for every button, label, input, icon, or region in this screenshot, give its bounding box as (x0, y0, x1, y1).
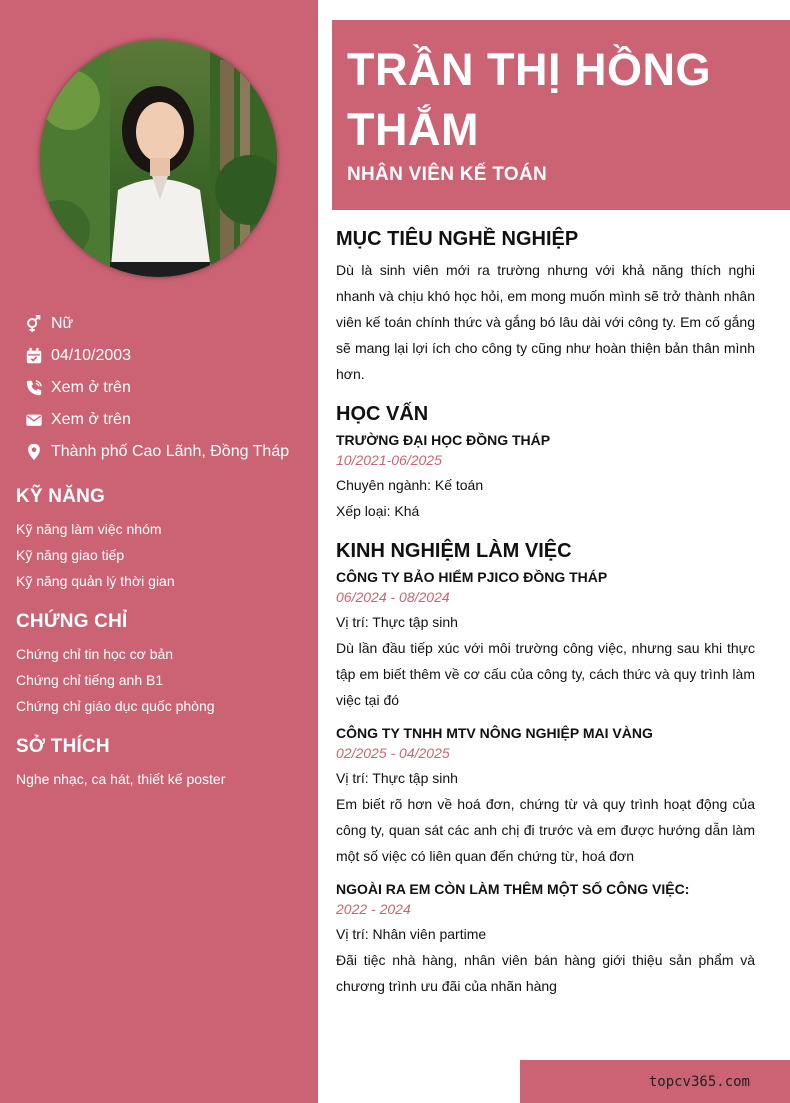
hobby-item: Nghe nhạc, ca hát, thiết kế poster (16, 771, 226, 787)
job-description: Em biết rõ hơn về hoá đơn, chứng từ và quy trình hoạt động của công ty, quan sát các anh chị đi trước và em được hướng dẫn làm một số việc có liên quan đến chứng từ, hoá đơn (336, 796, 755, 864)
skill-item: Kỹ năng giao tiếp (16, 547, 125, 563)
mail-icon (24, 410, 44, 430)
hobbies-title: SỞ THÍCH (16, 736, 110, 757)
experience-title: KINH NGHIỆM LÀM VIỆC (336, 540, 572, 562)
job-period: 2022 - 2024 (336, 901, 411, 917)
job-entry (336, 881, 755, 999)
calendar-icon (24, 346, 44, 366)
company-name: CÔNG TY TNHH MTV NÔNG NGHIỆP MAI VÀNG (336, 725, 653, 741)
contact-list (24, 308, 289, 468)
job-position: Vị trí: Nhân viên partime (336, 926, 487, 942)
skill-item: Kỹ năng quản lý thời gian (16, 573, 175, 589)
contact-phone (24, 372, 289, 404)
education-grade: Xếp loại: Khá (336, 503, 420, 519)
job-period: 06/2024 - 08/2024 (336, 589, 450, 605)
gender-icon (24, 314, 44, 334)
sidebar (0, 0, 318, 1103)
contact-email (24, 404, 289, 436)
objective-section (336, 228, 755, 387)
contact-address-text: Thành phố Cao Lãnh, Đồng Tháp (51, 443, 290, 460)
certificate-item: Chứng chỉ giáo dục quốc phòng (16, 698, 215, 714)
certificates-section (16, 611, 215, 719)
footer-badge (520, 1060, 790, 1103)
education-period: 10/2021-06/2025 (336, 452, 442, 468)
job-position: Vị trí: Thực tập sinh (336, 770, 458, 786)
full-name: TRẦN THỊ HỒNG THẮM (347, 44, 711, 155)
watermark-text: topcv365.com (648, 1074, 750, 1090)
certificates-title: CHỨNG CHỈ (16, 611, 128, 632)
contact-gender (24, 308, 289, 340)
contact-email-text: Xem ở trên (51, 411, 131, 428)
company-name: NGOÀI RA EM CÒN LÀM THÊM MỘT SỐ CÔNG VIỆC: (336, 881, 690, 897)
skill-item: Kỹ năng làm việc nhóm (16, 521, 162, 537)
job-position: Vị trí: Thực tập sinh (336, 614, 458, 630)
experience-section (336, 540, 755, 999)
job-period: 02/2025 - 04/2025 (336, 745, 450, 761)
job-title: NHÂN VIÊN KẾ TOÁN (347, 164, 548, 185)
avatar (40, 40, 277, 277)
education-major: Chuyên ngành: Kế toán (336, 477, 484, 493)
contact-gender-text: Nữ (51, 315, 74, 332)
certificate-item: Chứng chỉ tiếng anh B1 (16, 672, 164, 688)
contact-address (24, 436, 289, 468)
contact-phone-text: Xem ở trên (51, 379, 131, 396)
objective-text: Dù là sinh viên mới ra trường nhưng với khả năng thích nghi nhanh và chịu khó học hỏi, em mong muốn mình sẽ trở thành nhân viên kế toán chính thức và gắng bó lâu dài với công ty. Em cố gắng sẽ mang lại lợi ích cho công ty cũng như hoàn thiện bản thân mình hơn. (336, 262, 755, 382)
contact-birthday-text: 04/10/2003 (51, 347, 132, 364)
skills-title: KỸ NĂNG (16, 486, 106, 507)
profile-photo (40, 40, 277, 277)
contact-birthday (24, 340, 289, 372)
objective-title: MỤC TIÊU NGHỀ NGHIỆP (336, 228, 579, 250)
name-header (332, 20, 790, 210)
hobbies-section (16, 736, 225, 792)
skills-section (16, 486, 175, 594)
education-section (336, 403, 755, 524)
job-entry (336, 725, 755, 869)
job-description: Đãi tiệc nhà hàng, nhân viên bán hàng giới thiệu sản phẩm và chương trình ưu đãi của nhãn hàng (336, 952, 755, 994)
certificate-item: Chứng chỉ tin học cơ bản (16, 646, 174, 662)
job-description: Dù lần đầu tiếp xúc với môi trường công việc, nhưng sau khi thực tập em biết thêm về cơ cấu của công ty, cách thức và quy trình làm việc tại đó (336, 640, 755, 708)
company-name: CÔNG TY BẢO HIỂM PJICO ĐỒNG THÁP (336, 569, 608, 585)
job-entry (336, 569, 755, 713)
phone-icon (24, 378, 44, 398)
main-content (336, 228, 755, 999)
location-icon (24, 442, 44, 462)
education-title: HỌC VẤN (336, 403, 429, 425)
school-name: TRƯỜNG ĐẠI HỌC ĐỒNG THÁP (336, 432, 551, 448)
